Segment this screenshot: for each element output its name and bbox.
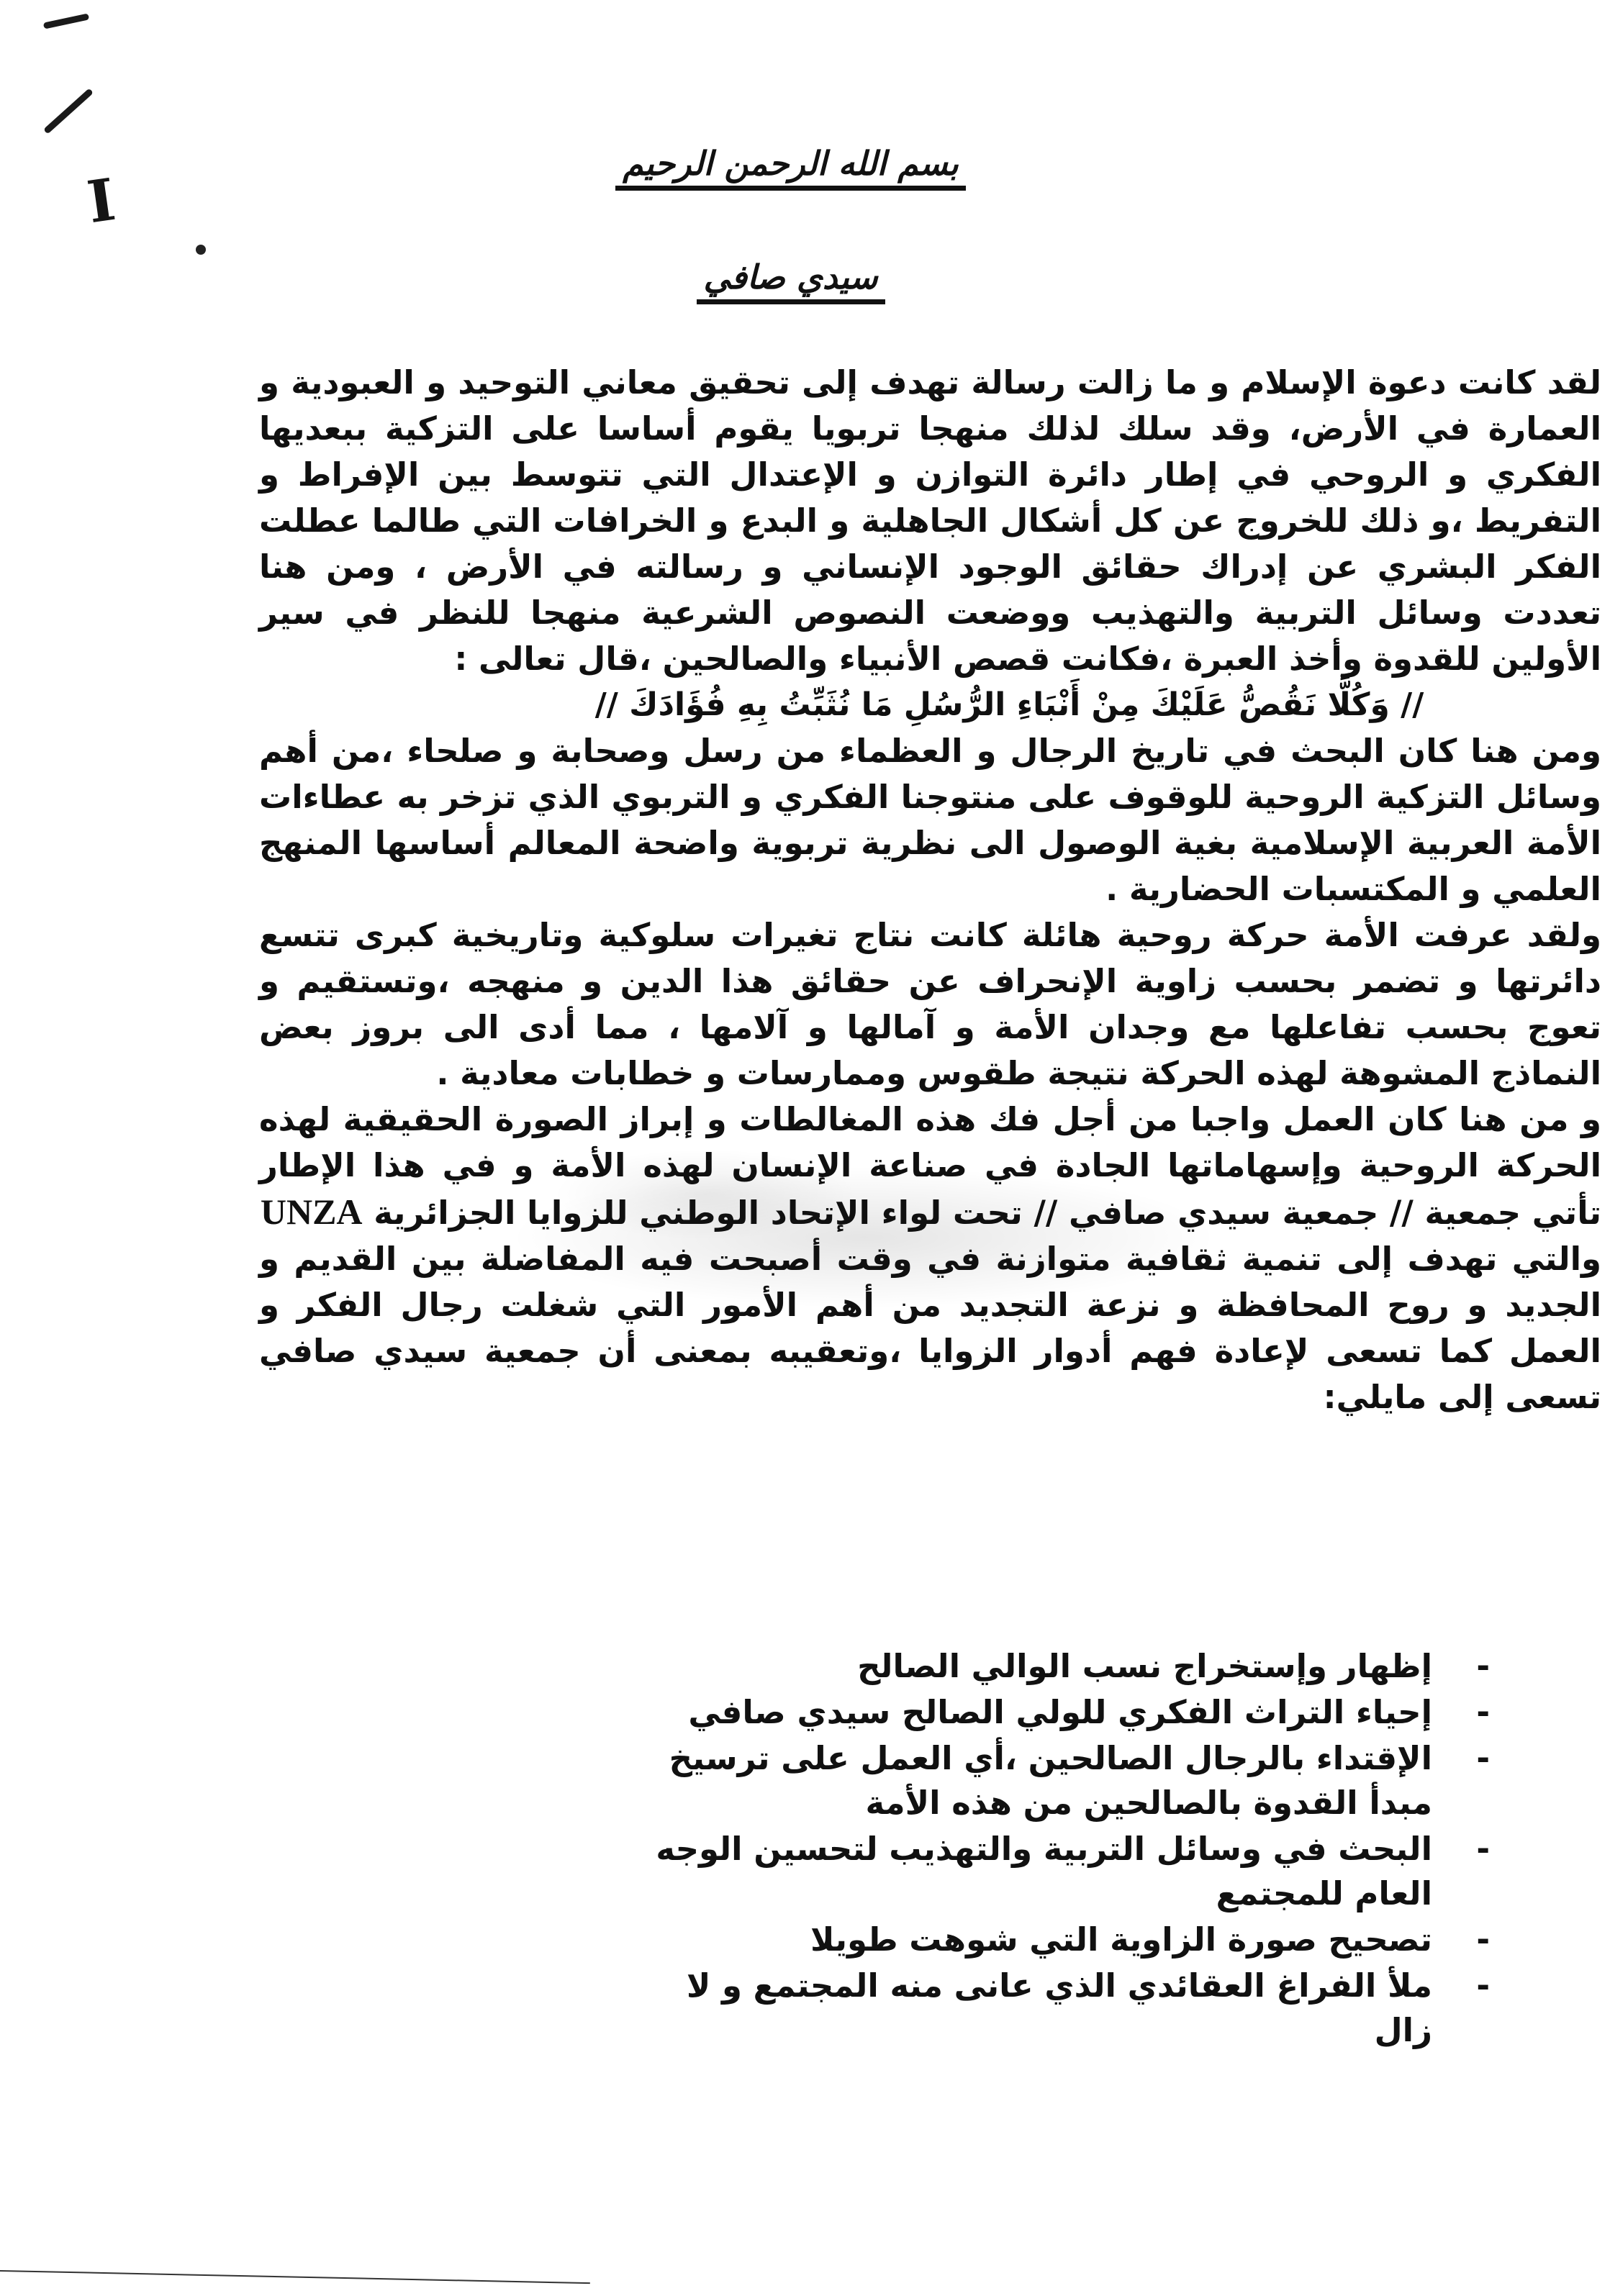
goal-text: ملأ الفراغ العقائدي الذي عانى منه المجتمع و لا زال <box>686 1966 1432 2049</box>
handwritten-stroke <box>43 13 89 29</box>
list-dash-icon: - <box>1476 1693 1490 1731</box>
paragraph: ومن هنا كان البحث في تاريخ الرجال و العظماء من رسل وصحابة و صلحاء ،من أهم وسائل التزكية الروحية للوقوف على منتوجنا الفكري و التربوي الذي تزخر به عطاءات الأمة العربية الإسلامية بغية الوصول الى نظرية تربوية واضحة المعالم أساسها المنهج العلمي و المكتسبات الحضارية . <box>259 732 1601 908</box>
list-dash-icon: - <box>1476 1830 1490 1868</box>
goal-text: إحياء التراث الفكري للولي الصالح سيدي صافي <box>688 1693 1432 1731</box>
goal-text: الإقتداء بالرجال الصالحين ،أي العمل على ترسيخ مبدأ القدوة بالصالحين من هذه الأمة <box>669 1739 1432 1822</box>
goal-item <box>633 1827 1497 1916</box>
goal-item <box>633 1918 1497 1962</box>
list-dash-icon: - <box>1476 1647 1490 1685</box>
document-body <box>259 360 1601 1420</box>
handwritten-numeral: I <box>83 165 119 237</box>
acronym-unza: UNZA <box>260 1192 363 1232</box>
paragraph: ولقد عرفت الأمة حركة روحية هائلة كانت نتاج تغيرات سلوكية وتاريخية كبرى تتسع دائرتها و تضمر بحسب زاوية الإنحراف عن حقائق هذا الدين و منهجه ،وتستقيم و تعوج بحسب تفاعلها مع وجدان الأمة و آمالها و آلامها ، مما أدى الى بروز بعض النماذج المشوهة لهذه الحركة نتيجة طقوس وممارسات و خطابات معادية . <box>259 916 1601 1092</box>
scan-edge-line <box>0 2270 590 2284</box>
handwritten-stroke <box>43 88 94 134</box>
goals-list <box>633 1644 1497 2054</box>
document-title <box>0 258 1610 304</box>
list-dash-icon: - <box>1476 1920 1490 1959</box>
goal-item <box>633 1964 1497 2053</box>
goal-text: تصحيح صورة الزاوية التي شوهت طويلا <box>810 1920 1432 1959</box>
goal-text: البحث في وسائل التربية والتهذيب لتحسين الوجه العام للمجتمع <box>656 1830 1432 1912</box>
paragraph <box>259 1097 1601 1236</box>
goal-text: إظهار وإستخراج نسب الوالي الصالح <box>857 1647 1432 1685</box>
goal-item <box>633 1690 1497 1735</box>
basmala-heading <box>0 144 1610 191</box>
list-dash-icon: - <box>1476 1966 1490 2005</box>
list-dash-icon: - <box>1476 1739 1490 1777</box>
title-text: سيدي صافي <box>697 258 885 304</box>
paragraph: لقد كانت دعوة الإسلام و ما زالت رسالة تهدف إلى تحقيق معاني التوحيد و العبودية و العمارة في الأرض، وقد سلك لذلك منهجا تربويا يقوم أساسا على التزكية ببعديها الفكري و الروحي في إطار دائرة التوازن و الإعتدال التي تتوسط بين الإفراط و التفريط ،و ذلك للخروج عن كل أشكال الجاهلية و البدع و الخرافات التي طالما عطلت الفكر البشري عن إدراك حقائق الوجود الإنساني و رسالته في الأرض ، ومن هنا تعددت وسائل التربية والتهذيب ووضعت النصوص الشرعية منهجا للنظر في سير الأولين للقدوة وأخذ العبرة ،فكانت قصص الأنبياء والصالحين ،قال تعالى : <box>259 363 1601 678</box>
goal-item <box>633 1644 1497 1689</box>
paragraph-text: و من هنا كان العمل واجبا من أجل فك هذه المغالطات و إبراز الصورة الحقيقية لهذه الحركة الروحية وإسهاماتها الجادة في صناعة الإنسان لهذه الأمة و في هذا الإطار تأتي جمعية // جمعية سيدي صافي // تحت لواء الإتحاد الوطني للزوايا الجزائرية <box>259 1100 1601 1232</box>
scan-speck <box>196 245 206 255</box>
paragraph: والتي تهدف إلى تنمية ثقافية متوازنة في وقت أصبحت فيه المفاضلة بين القديم و الجديد و روح المحافظة و نزعة التجديد من أهم الأمور التي شغلت رجال الفكر و العمل كما تسعى لإعادة فهم أدوار الزوايا ،وتعقيبه بمعنى أن جمعية سيدي صافي تسعى إلى مايلي: <box>259 1240 1601 1416</box>
quran-verse: // وَكُلًّا نَقُصُّ عَلَيْكَ مِنْ أَنْبَاءِ الرُّسُلِ مَا نُثَبِّتُ بِهِ فُؤَادَكَ // <box>594 686 1424 723</box>
goal-item <box>633 1736 1497 1825</box>
basmala-text: بسم الله الرحمن الرحيم <box>615 144 966 191</box>
